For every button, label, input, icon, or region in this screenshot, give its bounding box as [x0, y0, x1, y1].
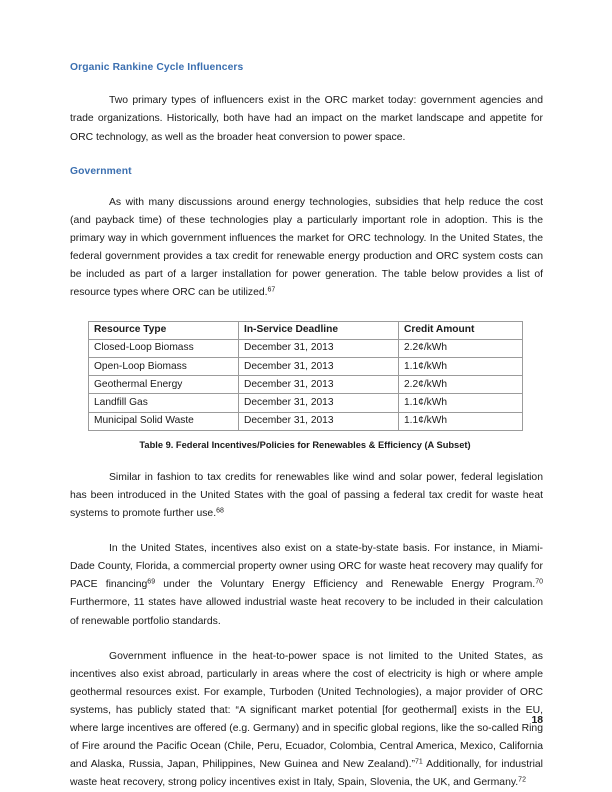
footnote-marker-67: 67: [267, 287, 276, 295]
state-incentives-paragraph: [70, 540, 543, 630]
table-row: [89, 412, 523, 430]
legislation-paragraph-text: Similar in fashion to tax credits for renewables like wind and solar power, federal legislation has been introduced in the United States with the goal of passing a federal tax credit for waste heat systems to promote further use.: [70, 471, 543, 520]
cell-credit-amount: 2.2¢/kWh: [399, 376, 523, 394]
footnote-marker-71: 71: [415, 758, 423, 766]
cell-resource-type: Geothermal Energy: [89, 376, 239, 394]
cell-resource-type: Landfill Gas: [89, 394, 239, 412]
international-incentives-text-part1: Government influence in the heat-to-power space is not limited to the United States, as incentives also exist abroad, particularly in areas where the cost of electricity is high or where ample geothermal resources exist. For example, Turboden (United Technologies), a major provider of ORC systems, has publicly stated that: “A significant market potential [for geothermal] exists in the EU, where large incentives are offered (e.g. Germany) and in specific global regions, like the so-called Ring of Fire around the Pacific Ocean (Chile, Peru, Ecuador, Colombia, Central America, Mexico, California and Alaska, Russia, Japan, Philippines, New Guinea and New Zealand).”: [70, 650, 543, 771]
footnote-marker-70: 70: [535, 579, 543, 587]
cell-resource-type: Closed-Loop Biomass: [89, 339, 239, 357]
footnote-marker-68: 68: [216, 507, 224, 515]
cell-in-service-deadline: December 31, 2013: [239, 339, 399, 357]
state-incentives-text-part1: In the United States, incentives also exist on a state-by-state basis. For instance, in Miami-Dade County, Florida, a commercial property owner using ORC for waste heat recovery may qualify for PACE financing: [70, 543, 543, 591]
subsection-heading-government: Government: [70, 165, 132, 177]
state-incentives-text-part3: Furthermore, 11 states have allowed industrial waste heat recovery to be included in their calculation of renewable portfolio standards.: [70, 597, 543, 627]
cell-credit-amount: 2.2¢/kWh: [399, 339, 523, 357]
cell-resource-type: Municipal Solid Waste: [89, 412, 239, 430]
cell-credit-amount: 1.1¢/kWh: [399, 394, 523, 412]
cell-in-service-deadline: December 31, 2013: [239, 394, 399, 412]
column-header-credit-amount: Credit Amount: [399, 321, 523, 339]
cell-credit-amount: 1.1¢/kWh: [399, 357, 523, 375]
table-header-row: [89, 321, 523, 339]
column-header-in-service-deadline: In-Service Deadline: [239, 321, 399, 339]
cell-credit-amount: 1.1¢/kWh: [399, 412, 523, 430]
cell-in-service-deadline: December 31, 2013: [239, 357, 399, 375]
page-content: [70, 62, 543, 792]
table-row: [89, 394, 523, 412]
cell-in-service-deadline: December 31, 2013: [239, 412, 399, 430]
cell-in-service-deadline: December 31, 2013: [239, 376, 399, 394]
state-incentives-text-part2: under the Voluntary Energy Efficiency and Renewable Energy Program.: [155, 579, 536, 591]
intro-paragraph: Two primary types of influencers exist in the ORC market today: government agencies and trade organizations. Historically, both have had an impact on the market landscape and appetite for ORC technology, as well as the broader heat conversion to power space.: [70, 95, 543, 143]
table-caption: Table 9. Federal Incentives/Policies for Renewables & Efficiency (A Subset): [139, 439, 471, 450]
column-header-resource-type: Resource Type: [89, 321, 239, 339]
page-title: Organic Rankine Cycle Influencers: [70, 62, 244, 73]
legislation-paragraph: [70, 469, 543, 523]
table-row: [89, 339, 523, 357]
government-paragraph-text: As with many discussions around energy technologies, subsidies that help reduce the cost (and payback time) of these technologies play a particularly important role in adoption. This is the primary way in which government influences the market for ORC technology. In the United States, the federal government provides a tax credit for renewable energy production and ORC system costs can be included as part of a larger installation for power generation. The table below provides a list of resource types where ORC can be utilized.: [70, 196, 543, 299]
international-incentives-text-part2: Additionally, for industrial waste heat recovery, strong policy incentives exist in Italy, Spain, Slovenia, the UK, and Germany.: [70, 759, 543, 789]
table-row: [89, 357, 523, 375]
footnote-marker-72: 72: [518, 777, 526, 785]
page-number: 18: [531, 715, 543, 726]
incentives-table-block: [88, 321, 522, 451]
cell-resource-type: Open-Loop Biomass: [89, 357, 239, 375]
government-paragraph: [70, 194, 543, 303]
footnote-marker-69: 69: [147, 579, 156, 587]
table-row: [89, 376, 523, 394]
incentives-table: [88, 321, 523, 431]
